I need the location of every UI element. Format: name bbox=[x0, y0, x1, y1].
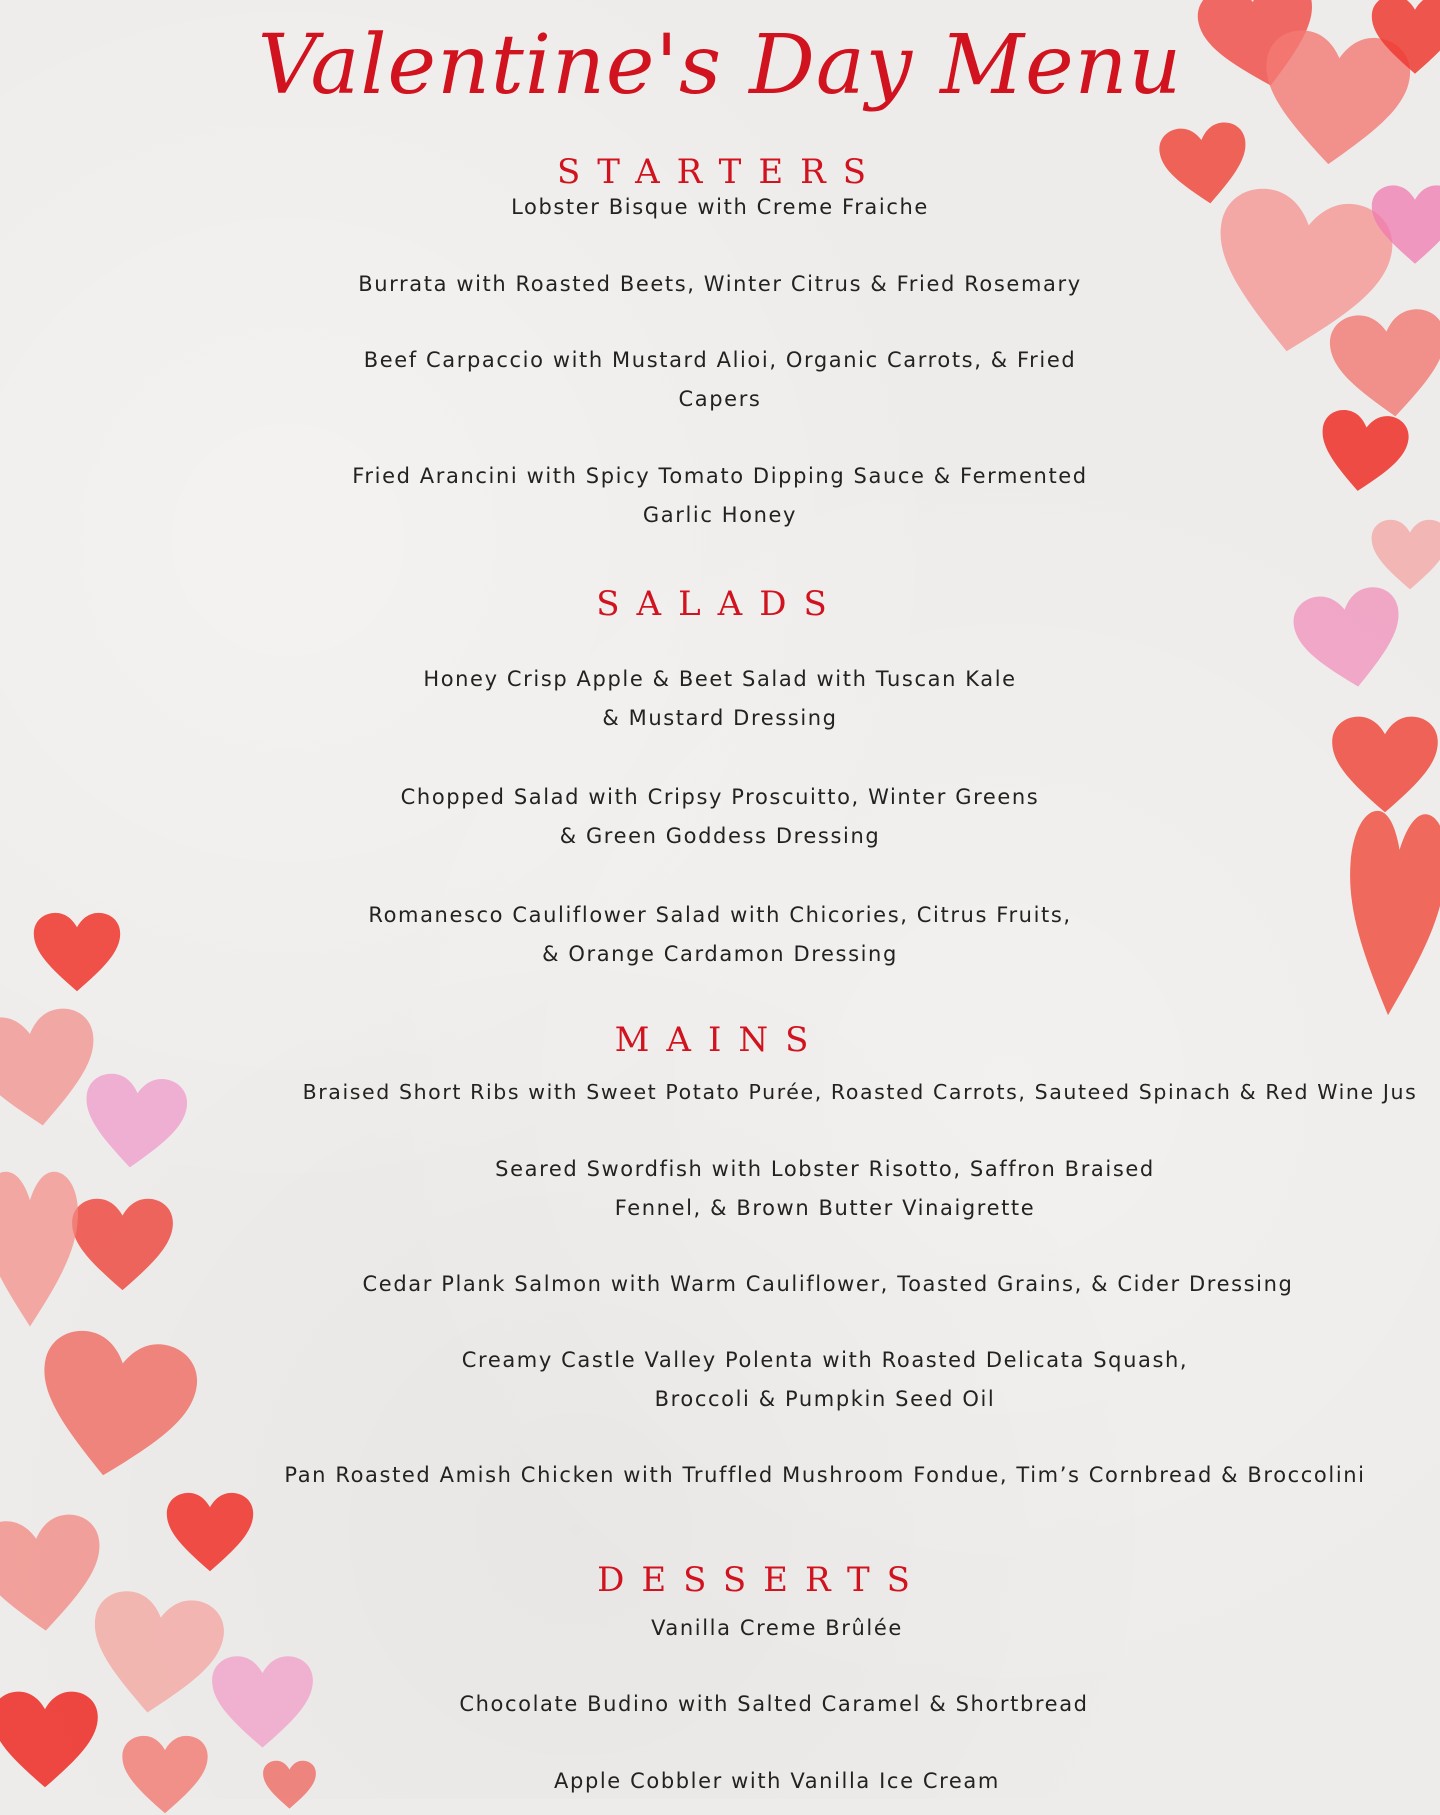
menu-item: Seared Swordfish with Lobster Risotto, Saffron Braised Fennel, & Brown Butter Vinaigrette bbox=[495, 1157, 1155, 1220]
menu-item: Romanesco Cauliflower Salad with Chicories, Citrus Fruits, & Orange Cardamon Dressing bbox=[368, 903, 1072, 966]
salads-heading: SALADS bbox=[596, 584, 844, 624]
menu-item: Apple Cobbler with Vanilla Ice Cream bbox=[554, 1769, 1000, 1793]
menu-item: Chocolate Budino with Salted Caramel & Shortbread bbox=[459, 1692, 1089, 1716]
menu-item: Braised Short Ribs with Sweet Potato Purée, Roasted Carrots, Sauteed Spinach & Red Wine Jus bbox=[302, 1080, 1418, 1104]
menu-item: Fried Arancini with Spicy Tomato Dipping Sauce & Fermented Garlic Honey bbox=[352, 464, 1088, 527]
menu-item: Chopped Salad with Cripsy Proscuitto, Winter Greens & Green Goddess Dressing bbox=[400, 785, 1040, 848]
menu-item: Cedar Plank Salmon with Warm Cauliflower, Toasted Grains, & Cider Dressing bbox=[362, 1272, 1294, 1296]
menu-item: Burrata with Roasted Beets, Winter Citrus & Fried Rosemary bbox=[358, 272, 1082, 296]
desserts-heading: DESSERTS bbox=[597, 1560, 927, 1600]
menu-item: Creamy Castle Valley Polenta with Roasted Delicata Squash, Broccoli & Pumpkin Seed Oil bbox=[461, 1348, 1189, 1411]
menu-item: Honey Crisp Apple & Beet Salad with Tuscan Kale & Mustard Dressing bbox=[423, 667, 1017, 730]
starters-heading: STARTERS bbox=[556, 152, 884, 192]
mains-heading: MAINS bbox=[614, 1020, 826, 1060]
menu-item: Lobster Bisque with Creme Fraiche bbox=[511, 195, 929, 219]
menu-item: Pan Roasted Amish Chicken with Truffled Mushroom Fondue, Tim’s Cornbread & Broccolini bbox=[284, 1463, 1366, 1487]
menu-title: Valentine's Day Menu bbox=[257, 18, 1183, 113]
menu-item: Beef Carpaccio with Mustard Alioi, Organic Carrots, & Fried Capers bbox=[363, 348, 1077, 411]
menu-item: Vanilla Creme Brûlée bbox=[651, 1616, 903, 1640]
